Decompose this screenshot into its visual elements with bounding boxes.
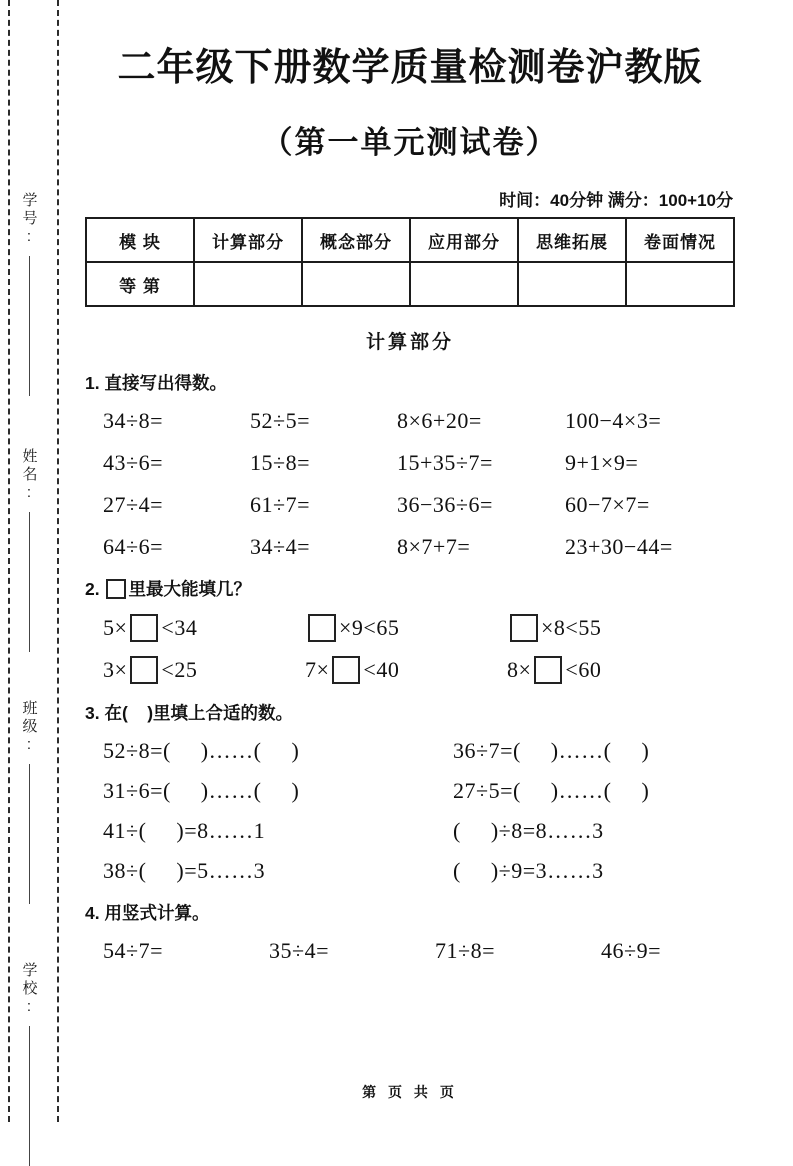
school-blank-line	[29, 1026, 30, 1166]
math-expression: 54÷7=	[103, 938, 163, 963]
question-1-grid	[85, 408, 735, 560]
math-expression-with-box: 3× <25	[103, 657, 198, 682]
question-1-heading: 1. 直接写出得数。	[85, 373, 227, 393]
question-2-text: 里最大能填几？	[128, 579, 251, 599]
page-footer: 第 页 共 页	[362, 1084, 458, 1100]
class-blank-line	[29, 764, 30, 904]
score-table-empty-cell	[626, 262, 734, 306]
question-4	[85, 900, 735, 964]
question-2	[85, 576, 735, 684]
math-expression: ( )÷9=3……3	[453, 858, 604, 883]
paper-content	[85, 0, 735, 964]
math-expression: 41÷( )=8……1	[103, 818, 266, 843]
question-3-grid	[85, 738, 735, 884]
math-expression-with-box: 7× <40	[305, 657, 400, 682]
math-expression: 100−4×3=	[565, 408, 662, 433]
math-expression: 9+1×9=	[565, 450, 639, 475]
math-expression: 23+30−44=	[565, 534, 673, 559]
score-table-header-cell: 卷面情况	[626, 218, 734, 262]
math-expression: 8×7+7=	[397, 534, 471, 559]
math-expression: 27÷5=( )……( )	[453, 778, 650, 803]
score-table-header-cell: 概念部分	[302, 218, 410, 262]
question-1	[85, 370, 735, 560]
score-table-header-cell: 计算部分	[194, 218, 302, 262]
math-expression: 31÷6=( )……( )	[103, 778, 300, 803]
question-4-heading: 4. 用竖式计算。	[85, 903, 210, 923]
math-expression-with-box: 8× <60	[507, 657, 602, 682]
score-table-empty-cell	[410, 262, 518, 306]
answer-box	[510, 614, 538, 642]
question-2-grid	[85, 614, 735, 684]
score-table-empty-cell	[302, 262, 410, 306]
math-expression: ( )÷8=8……3	[453, 818, 604, 843]
score-table-grade-label: 等 第	[86, 262, 194, 306]
student-name-label: 姓名:	[20, 448, 38, 504]
math-expression: 27÷4=	[103, 492, 163, 517]
class-label: 班级:	[20, 700, 38, 756]
student-name-field	[4, 448, 54, 652]
answer-box	[534, 656, 562, 684]
answer-box	[130, 656, 158, 684]
school-label: 学校:	[20, 962, 38, 1018]
math-expression: 52÷8=( )……( )	[103, 738, 300, 763]
answer-box	[332, 656, 360, 684]
student-name-blank-line	[29, 512, 30, 652]
math-expression: 43÷6=	[103, 450, 163, 475]
score-table	[85, 217, 735, 307]
math-expression: 52÷5=	[250, 408, 310, 433]
math-expression: 64÷6=	[103, 534, 163, 559]
math-expression-with-box: ×8<55	[507, 614, 735, 642]
math-expression: 15÷8=	[250, 450, 310, 475]
question-2-heading	[85, 576, 735, 601]
math-expression: 46÷9=	[601, 938, 661, 963]
student-number-blank-line	[29, 256, 30, 396]
math-expression: 35÷4=	[269, 938, 329, 963]
exam-time-score-info: 时间：40分钟 满分：100+10分	[499, 191, 733, 210]
math-expression: 8×6+20=	[397, 408, 482, 433]
math-expression: 38÷( )=5……3	[103, 858, 266, 883]
score-table-empty-cell	[194, 262, 302, 306]
math-expression: 36÷7=( )……( )	[453, 738, 650, 763]
math-expression: 34÷8=	[103, 408, 163, 433]
question-2-number: 2.	[85, 579, 105, 599]
question-4-grid	[85, 938, 735, 964]
score-table-empty-cell	[518, 262, 626, 306]
math-expression: 15+35÷7=	[397, 450, 493, 475]
page-subtitle: （第一单元测试卷）	[261, 125, 559, 160]
page-title: 二年级下册数学质量检测卷沪教版	[117, 47, 703, 89]
math-expression: 60−7×7=	[565, 492, 650, 517]
score-table-grade-row	[86, 262, 734, 306]
math-expression-with-box: 5× <34	[103, 615, 198, 640]
class-field	[4, 700, 54, 904]
math-expression: 36−36÷6=	[397, 492, 493, 517]
section-title: 计算部分	[365, 332, 454, 353]
student-number-field	[4, 192, 54, 396]
binding-dashed-line-inner	[57, 0, 59, 1122]
score-table-header-row	[86, 218, 734, 262]
score-table-header-cell: 思维拓展	[518, 218, 626, 262]
answer-box	[130, 614, 158, 642]
answer-box	[308, 614, 336, 642]
question-3-heading: 3. 在( )里填上合适的数。	[85, 703, 294, 723]
math-expression: 61÷7=	[250, 492, 310, 517]
math-expression: 71÷8=	[435, 938, 495, 963]
score-table-header-cell: 模 块	[86, 218, 194, 262]
answer-box-icon	[106, 579, 126, 599]
score-table-header-cell: 应用部分	[410, 218, 518, 262]
student-number-label: 学号:	[20, 192, 38, 248]
school-field	[4, 962, 54, 1166]
math-expression-with-box: ×9<65	[305, 614, 507, 642]
question-3	[85, 700, 735, 884]
math-expression: 34÷4=	[250, 534, 310, 559]
